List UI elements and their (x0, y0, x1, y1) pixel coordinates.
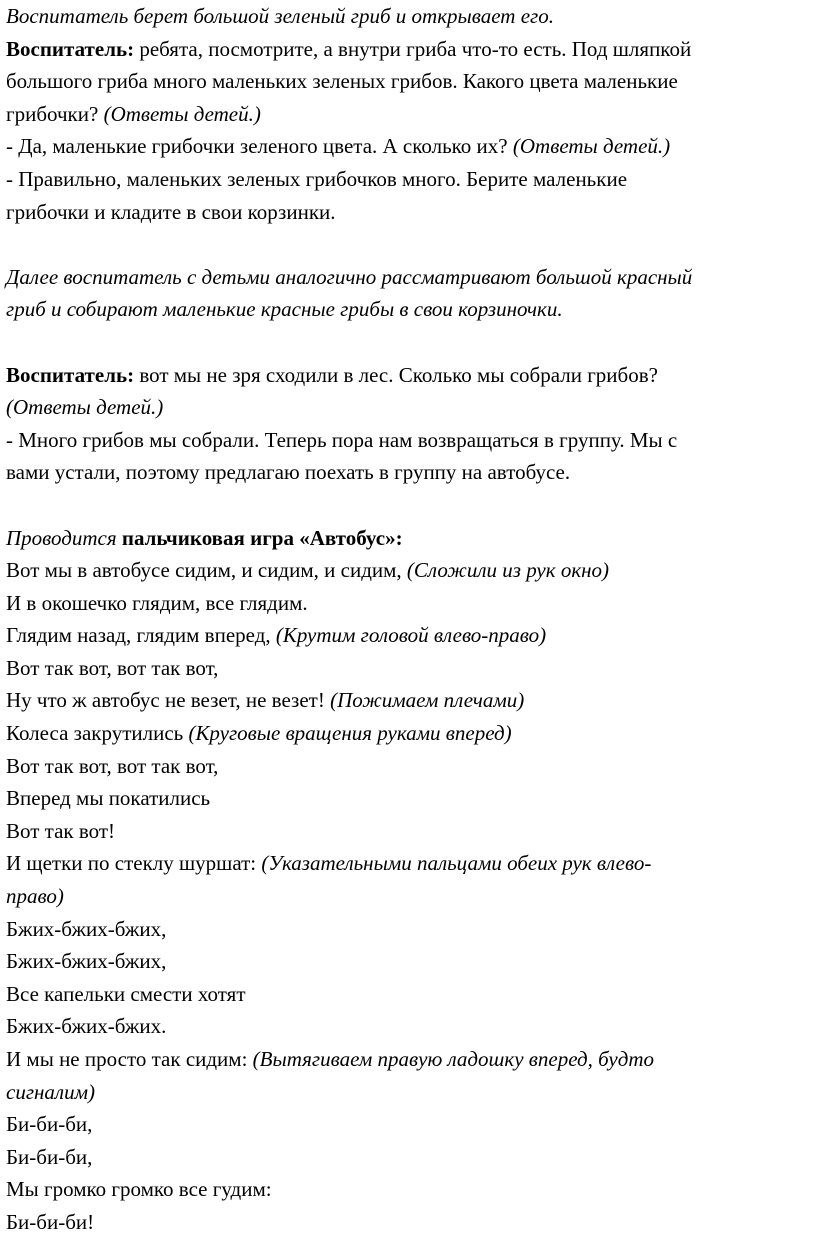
text-run: Бжих-бжих-бжих, (6, 916, 167, 941)
text-run: грибочки? (6, 101, 104, 126)
text-line (6, 98, 812, 131)
text-line (6, 652, 812, 685)
text-line (6, 359, 812, 392)
text-line (6, 196, 812, 229)
text-line (6, 163, 812, 196)
text-line (6, 684, 812, 717)
bold-run: пальчиковая игра «Автобус»: (121, 525, 403, 550)
italic-run: Воспитатель берет большой зеленый гриб и открывает его. (6, 4, 554, 28)
text-run: вот мы не зря сходили в лес. Сколько мы собрали грибов? (134, 362, 658, 387)
text-run: Би-би-би! (6, 1209, 95, 1234)
text-line (6, 554, 812, 587)
text-line (6, 1173, 812, 1206)
text-run: Глядим назад, глядим вперед, (6, 623, 276, 648)
text-line (6, 913, 812, 946)
text-line (6, 847, 812, 880)
text-line (6, 1108, 812, 1141)
bold-run: Воспитатель: (6, 36, 135, 61)
text-run: Колеса закрутились (6, 721, 189, 746)
paragraph-spacer (6, 326, 812, 359)
text-line (6, 815, 812, 848)
text-line (6, 1076, 812, 1109)
paragraph-spacer (6, 489, 812, 522)
italic-run: (Круговые вращения руками вперед) (188, 721, 512, 746)
text-run: И мы не просто так сидим: (6, 1047, 253, 1071)
paragraph (6, 0, 812, 228)
text-line (6, 1043, 812, 1076)
text-run: Ну что ж автобус не везет, не везет! (6, 688, 331, 713)
text-line (6, 717, 812, 750)
text-line (6, 65, 812, 98)
text-run: - Правильно, маленьких зеленых грибочков много. Берите маленькие (6, 166, 628, 191)
text-run: Бжих-бжих-бжих, (6, 949, 167, 974)
paragraph-spacer (6, 228, 812, 261)
text-run: грибочки и кладите в свои корзинки. (6, 199, 336, 224)
text-line (6, 33, 812, 66)
italic-run: (Вытягиваем правую ладошку вперед, будто (252, 1047, 654, 1071)
text-line (6, 522, 812, 555)
text-run: Би-би-би, (6, 1112, 93, 1137)
italic-run: Далее воспитатель с детьми аналогично рассматривают большой красный (6, 264, 693, 289)
text-run: Мы громко громко все гудим: (6, 1177, 272, 1202)
bold-run: Воспитатель: (6, 362, 135, 387)
text-line (6, 424, 812, 457)
text-line (6, 293, 812, 326)
italic-run: (Пожимаем плечами) (330, 688, 525, 713)
italic-run: (Крутим головой влево-право) (275, 623, 547, 648)
italic-run: право) (6, 884, 64, 909)
text-run: Вперед мы покатились (6, 786, 211, 811)
italic-run: (Ответы детей.) (103, 101, 261, 126)
text-run: Би-би-би, (6, 1144, 93, 1169)
text-line (6, 619, 812, 652)
text-run: Вот мы в автобусе сидим, и сидим, и сидим, (6, 558, 407, 583)
text-run: Вот так вот! (6, 818, 116, 843)
italic-run: (Ответы детей.) (512, 134, 671, 159)
italic-run: гриб и собирают маленькие красные грибы в свои корзиночки. (6, 297, 563, 322)
text-run: большого гриба много маленьких зеленых грибов. Какого цвета маленькие (6, 69, 678, 94)
text-line (6, 782, 812, 815)
text-run: И в окошечко глядим, все глядим. (6, 590, 308, 615)
text-run: Все капельки смести хотят (6, 981, 246, 1006)
text-line (6, 978, 812, 1011)
document-page (6, 0, 812, 1239)
italic-run: (Сложили из рук окно) (406, 558, 610, 583)
paragraph (6, 359, 812, 489)
text-run: - Да, маленькие грибочки зеленого цвета. А сколько их? (6, 134, 513, 159)
text-line (6, 261, 812, 294)
text-line (6, 750, 812, 783)
text-line (6, 1010, 812, 1043)
italic-run: Проводится (6, 525, 122, 550)
text-run: И щетки по стеклу шуршат: (6, 851, 262, 876)
italic-run: (Ответы детей.) (6, 395, 164, 420)
text-line (6, 880, 812, 913)
text-run: Бжих-бжих-бжих. (6, 1014, 167, 1039)
text-line (6, 945, 812, 978)
italic-run: сигналим) (6, 1079, 95, 1104)
text-run: Вот так вот, вот так вот, (6, 655, 219, 680)
text-run: - Много грибов мы собрали. Теперь пора нам возвращаться в группу. Мы с (6, 427, 678, 452)
text-run: вами устали, поэтому предлагаю поехать в группу на автобусе. (6, 460, 571, 485)
text-run: Вот так вот, вот так вот, (6, 753, 219, 778)
paragraph (6, 522, 812, 1239)
text-line (6, 130, 812, 163)
italic-run: (Указательными пальцами обеих рук влево- (261, 851, 652, 876)
paragraph (6, 261, 812, 326)
text-line (6, 587, 812, 620)
text-run: ребята, посмотрите, а внутри гриба что-то есть. Под шляпкой (134, 36, 692, 61)
text-line (6, 1206, 812, 1239)
text-line (6, 456, 812, 489)
text-line (6, 0, 812, 33)
text-line (6, 1141, 812, 1174)
text-line (6, 391, 812, 424)
